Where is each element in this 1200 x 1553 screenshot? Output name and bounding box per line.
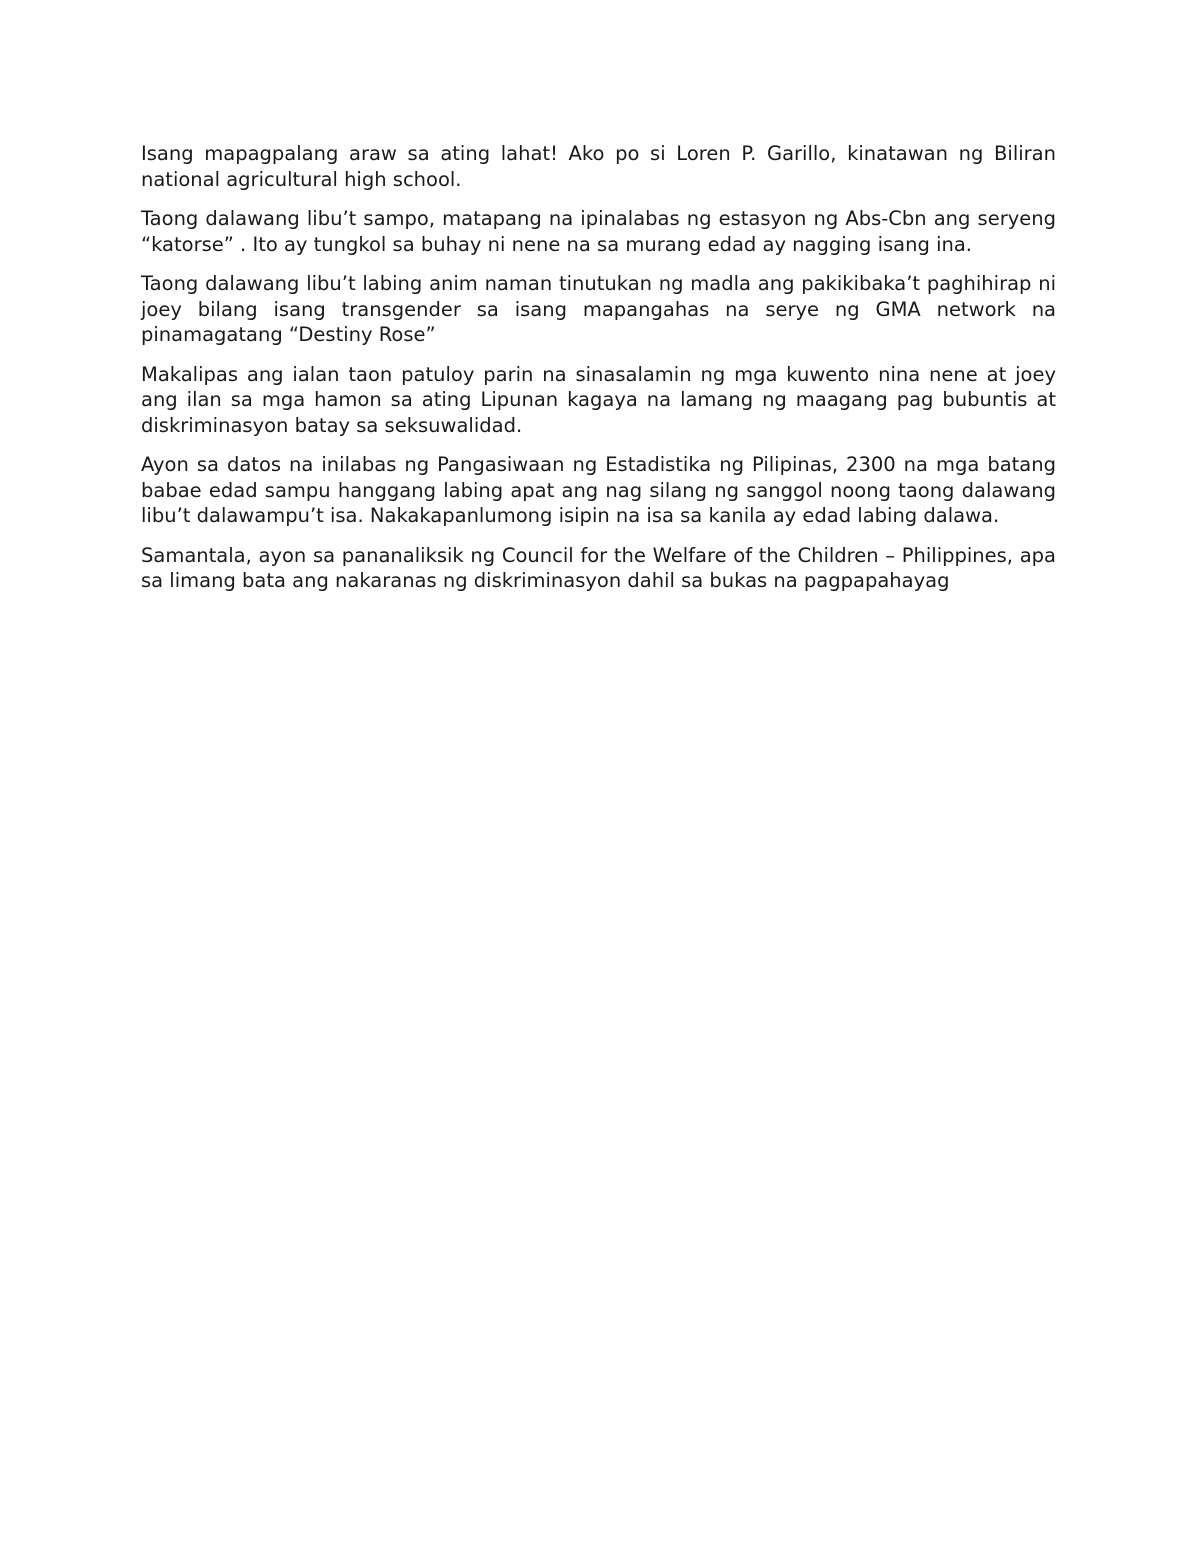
- document-body: [141, 141, 1056, 608]
- paragraph-research: Samantala, ayon sa pananaliksik ng Council for the Welfare of the Children – Philippines, apa sa limang bata ang nakaranas ng diskriminasyon dahil sa bukas na pagpapahayag: [141, 543, 1056, 592]
- paragraph-challenges: Makalipas ang ialan taon patuloy parin na sinasalamin ng mga kuwento nina nene at joey ang ilan sa mga hamon sa ating Lipunan kagaya na lamang ng maagang pag bubuntis at diskriminasyon batay sa seksuwalidad.: [141, 362, 1056, 437]
- paragraph-greeting: Isang mapagpalang araw sa ating lahat! Ako po si Loren P. Garillo, kinatawan ng Biliran national agricultural high school.: [141, 142, 1056, 191]
- paragraph-destiny-rose: Taong dalawang libu’t labing anim naman tinutukan ng madla ang pakikibaka’t paghihirap ni joey bilang isang transgender sa isang mapangahas na serye ng GMA network na pinamagatang “Destiny Rose”: [141, 272, 1056, 346]
- paragraph-statistics: Ayon sa datos na inilabas ng Pangasiwaan ng Estadistika ng Pilipinas, 2300 na mga batang babae edad sampu hanggang labing apat ang nag silang ng sanggol noong taong dalawang libu’t dalawampu’t isa. Nakakapanlumong isipin na isa sa kanila ay edad labing dalawa.: [141, 453, 1056, 527]
- paragraph-katorse: Taong dalawang libu’t sampo, matapang na ipinalabas ng estasyon ng Abs-Cbn ang seryeng “katorse” . Ito ay tungkol sa buhay ni nene na sa murang edad ay nagging isang ina.: [141, 207, 1056, 256]
